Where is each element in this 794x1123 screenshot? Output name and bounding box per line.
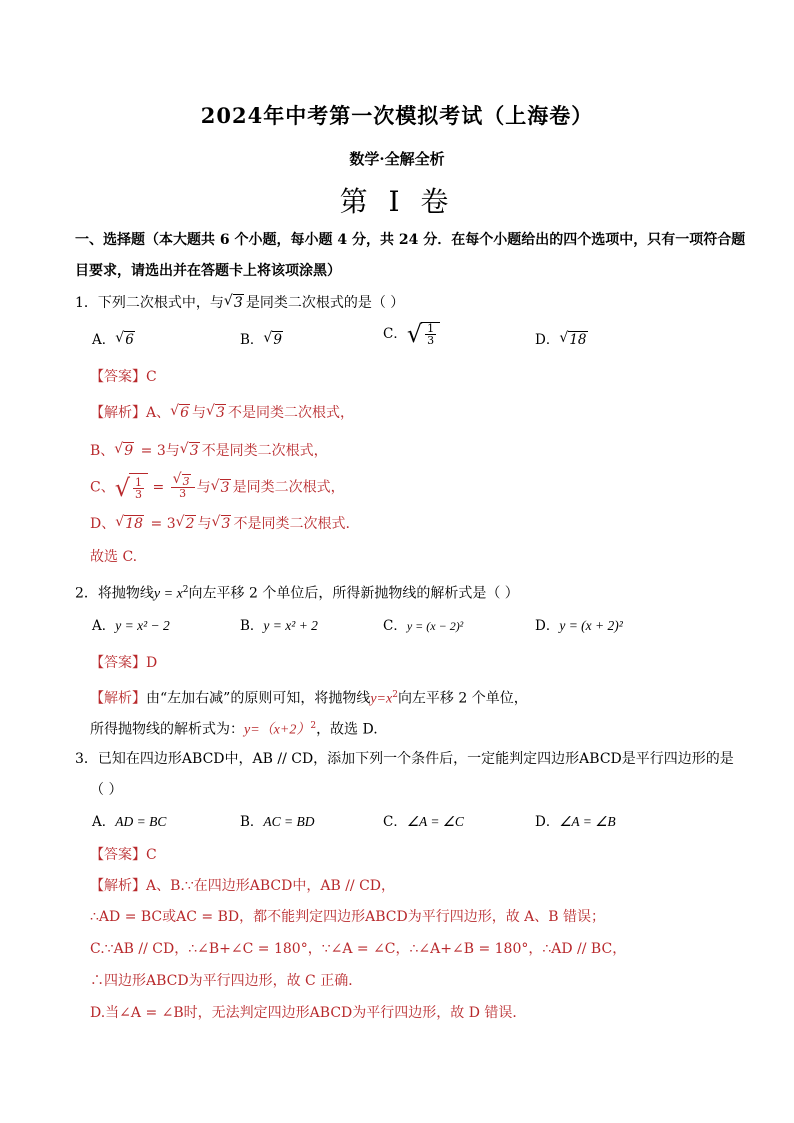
q3-option-d: D．∠A = ∠B (535, 814, 616, 830)
q2-option-c: C．y = (x − 2)² (383, 618, 464, 634)
page-title: 2024年中考第一次模拟考试（上海卷） (200, 103, 594, 128)
q3-answer: 【答案】C (90, 847, 157, 863)
q3-analysis-line2: ∴AD = BC或AC = BD，都不能判定四边形ABCD为平行四边形，故 A、B 错误； (90, 909, 605, 925)
q3-option-b: B．AC = BD (240, 814, 315, 830)
q2-stem: 2．将抛物线$y = x^2$向左平移 2 个单位后，所得新抛物线的解析式是（ ） (75, 585, 519, 602)
q2-option-a: A．y = x² − 2 (92, 618, 170, 634)
q2-option-b: B．y = x² + 2 (240, 618, 318, 634)
q1-option-d: D．√ 18 (535, 330, 590, 350)
q1-analysis-d: D、√ 18 = 3√ 2 与√ 3 不是同类二次根式. (90, 514, 350, 534)
q3-analysis-line1: 【解析】A、B.∵在四边形ABCD中，AB // CD， (90, 878, 396, 894)
q1-option-c: C． √ $\frac{1}{3}$ (383, 322, 440, 346)
q1-analysis-b: B、√ 9 = 3与√ 3 不是同类二次根式， (90, 441, 328, 461)
q3-analysis-line3: C.∵AB // CD，∴∠B+∠C = 180°，∵∠A = ∠C，∴∠A+∠B = 180°，∴AD // BC， (90, 941, 627, 957)
q1-analysis-c: C、 √ $\frac{1}{3}$ = √ $\frac{3}{3}$ 与√ 3 是同类二次根式， (90, 473, 345, 502)
page-subtitle: 数学·全解全析 (349, 150, 445, 168)
q1-option-a: A．√ 6 (92, 330, 137, 350)
q1-answer: 【答案】C (90, 369, 157, 385)
section-instructions-line2: 目要求，请选出并在答题卡上将该项涂黑） (75, 263, 341, 279)
q1-conclusion: 故选 C. (90, 549, 138, 565)
q1-stem: 1．下列二次根式中，与√ 3 是同类二次根式的是（ ） (75, 293, 404, 313)
q2-answer: 【答案】D (90, 655, 158, 671)
q2-analysis-line2: 所得抛物线的解析式为：$y=(x+2)^2$，故选 D. (90, 721, 378, 738)
q1-option-b: B．√ 9 (240, 330, 285, 350)
section-instructions-line1: 一、选择题（本大题共 6 个小题，每小题 4 分，共 24 分．在每个小题给出的四个选项中，只有一项符合题 (75, 232, 746, 248)
q3-option-c: C．∠A = ∠C (383, 814, 464, 830)
volume-heading: 第 I 卷 (339, 185, 455, 218)
q3-analysis-line4: ∴四边形ABCD为平行四边形，故 C 正确． (90, 973, 363, 989)
q3-analysis-line5: D.当∠A = ∠B时，无法判定四边形ABCD为平行四边形，故 D 错误． (90, 1005, 527, 1021)
q3-stem-line1: 3．已知在四边形ABCD中，AB // CD，添加下列一个条件后，一定能判定四边形ABCD是平行四边形的是 (75, 751, 734, 767)
q3-option-a: A．AD = BC (92, 814, 167, 830)
q2-option-d: D．y = (x + 2)² (535, 618, 623, 634)
q3-stem-line2: （ ） (90, 782, 123, 798)
q1-analysis-a: 【解析】A、√ 6 与√ 3 不是同类二次根式， (90, 403, 354, 423)
q2-analysis-line1: 【解析】由“左加右减”的原则可知，将抛物线$y=x^2$向左平移 2 个单位， (90, 690, 528, 707)
sqrt-symbol: √ 3 (224, 293, 244, 313)
